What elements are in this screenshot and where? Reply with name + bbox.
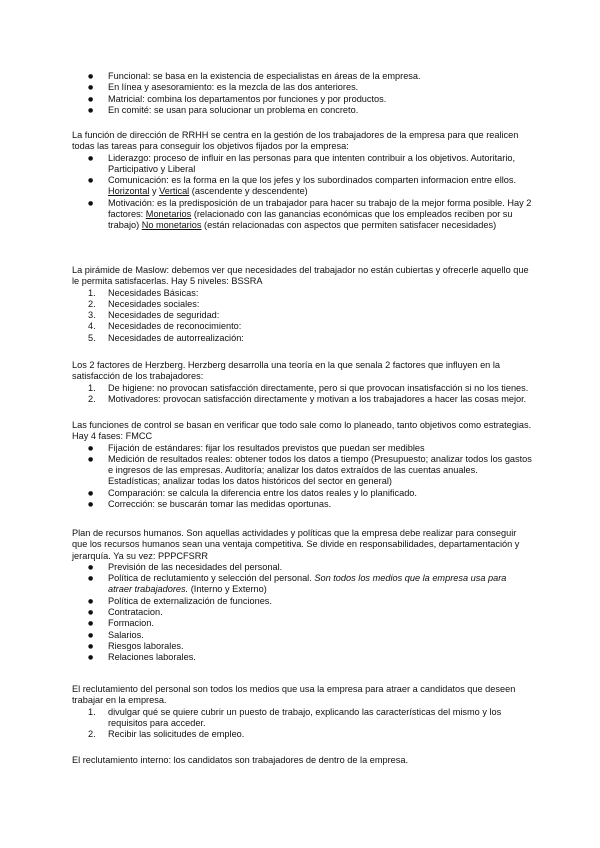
maslow-list [72, 288, 532, 344]
motivacion-text: Motivación: es la predisposición de un trabajador para hacer su trabajo de la mejor forma posible. Hay 2 factores: [108, 197, 532, 220]
list-item [72, 310, 532, 321]
paragraph: Plan de recursos humanos. Son aquellas actividades y políticas que la empresa debe realizar para conseguir que los recursos humanos sean una ventaja competitiva. Se divide en responsabilidades, departamentación y jerarquía. Ya su vez: PPPCFSRR [72, 528, 520, 561]
item-text: Necesidades de autorrealización: [108, 332, 244, 343]
list-item: ● Riesgos laborales. [72, 641, 532, 652]
maslow-section [72, 265, 532, 344]
no-monetarios-term: No monetarios [141, 220, 202, 231]
list-item: ● Matricial: combina los departamentos por funciones y por productos. [72, 94, 532, 105]
item-text: Necesidades Básicas: [108, 287, 199, 298]
direction-list [72, 153, 532, 232]
item-italic-text: Son todos los medios que la empresa usa para atraer trabajadores. [108, 573, 507, 595]
org-types-list [72, 71, 532, 116]
paragraph: Las funciones de control se basan en verificar que todo sale como lo planeado, tanto objetivos como estrategias. Hay 4 fases: FMCC [72, 420, 532, 442]
herzberg-list [72, 383, 532, 406]
list-item [72, 175, 532, 198]
list-item [72, 198, 532, 232]
item-text: (Interno y Externo) [190, 584, 267, 595]
paragraph: El reclutamiento del personal son todos los medios que usa la empresa para atraer a candidatos que deseen trabajar en la empresa. [72, 684, 516, 706]
item-number: 1. [88, 287, 96, 298]
control-section [72, 420, 532, 510]
list-item [72, 299, 532, 310]
list-item [72, 394, 532, 405]
vertical-term: Vertical [159, 186, 190, 197]
list-item [72, 383, 532, 394]
herzberg-section [72, 360, 532, 405]
comunicacion-text: Comunicación: es la forma en la que los jefes y los subordinados comparten informacion entre ellos. [108, 175, 517, 186]
list-item: ● En comité: se usan para solucionar un problema en concreto. [72, 105, 532, 116]
direction-section [72, 130, 532, 232]
internal-recruitment-section [72, 755, 532, 766]
item-number: 3. [88, 310, 96, 321]
paragraph: La función de dirección de RRHH se centra en la gestión de los trabajadores de la empresa para que realicen todas las tareas para conseguir los objetivos fijados por la empresa: [72, 130, 519, 152]
item-number: 2. [88, 393, 96, 404]
item-text: De higiene: no provocan satisfacción directamente, pero si que provocan insatisfacción si no los tienes. [108, 382, 529, 393]
list-item [72, 333, 532, 344]
paragraph: El reclutamiento interno: los candidatos son trabajadores de dentro de la empresa. [72, 755, 409, 765]
paragraph: La pirámide de Maslow: debemos ver que necesidades del trabajador no están cubiertas y ofrecerle aquello que le permita satisfacerlas. Hay 5 niveles: BSSRA [72, 265, 529, 287]
item-number: 2. [88, 729, 96, 740]
list-item: ● En línea y asesoramiento: es la mezcla de las dos anteriores. [72, 82, 532, 93]
recruitment-list [72, 707, 532, 741]
paragraph: Los 2 factores de Herzberg. Herzberg desarrolla una teoría en la que senala 2 factores que influyen en la satisfacción de los trabajadores: [72, 360, 500, 382]
comunicacion-detail: (ascendente y descendente) [191, 186, 308, 197]
list-item: ● Formacion. [72, 618, 532, 629]
item-number: 1. [88, 382, 96, 393]
list-item: ● Salarios. [72, 630, 532, 641]
item-number: 2. [88, 298, 96, 309]
monetarios-detail: (relacionado con las ganancias económicas que los empleados reciben por su trabajo) [108, 209, 513, 231]
list-item: ● Liderazgo: proceso de influir en las personas para que intenten contribuir a los objetivos. Autoritario, Participativo y Liberal [72, 153, 532, 176]
list-item [72, 288, 532, 299]
no-monetarios-detail: (están relacionadas con aspectos que permiten satisfacer necesidades) [204, 220, 497, 231]
hr-plan-list [72, 562, 532, 664]
item-text: Recibir las solicitudes de empleo. [108, 729, 245, 740]
horizontal-term: Horizontal [108, 186, 150, 197]
conjunction: y [151, 186, 157, 197]
list-item: ● Política de externalización de funciones. [72, 596, 532, 607]
item-text: divulgar qué se quiere cubrir un puesto de trabajo, explicando las características del mismo y los requisitos para acceder. [108, 706, 502, 728]
item-text: Necesidades de seguridad: [108, 310, 220, 321]
list-item: ● Relaciones laborales. [72, 652, 532, 663]
control-list [72, 443, 532, 511]
list-item [72, 321, 532, 332]
hr-plan-section [72, 528, 532, 664]
list-item [72, 729, 532, 740]
list-item: ● Fijación de estándares: fijar los resultados previstos que puedan ser medibles [72, 443, 532, 454]
item-number: 5. [88, 332, 96, 343]
list-item: ● Contratacion. [72, 607, 532, 618]
list-item: ● Corrección: se buscarán tomar las medidas oportunas. [72, 499, 532, 510]
item-text: Política de reclutamiento y selección del personal. [108, 573, 312, 584]
list-item: ● Comparación: se calcula la diferencia entre los datos reales y lo planificado. [72, 488, 532, 499]
item-text: Motivadores: provocan satisfacción directamente y motivan a los trabajadores a hacer las cosas mejor. [108, 393, 527, 404]
list-item: ● Funcional: se basa en la existencia de especialistas en áreas de la empresa. [72, 71, 532, 82]
recruitment-section [72, 684, 532, 740]
org-types-section [72, 71, 532, 116]
list-item [72, 573, 532, 596]
item-text: Necesidades de reconocimiento: [108, 321, 242, 332]
list-item: ● Previsión de las necesidades del personal. [72, 562, 532, 573]
monetarios-term: Monetarios [145, 209, 192, 220]
item-text: Necesidades sociales: [108, 298, 200, 309]
list-item: ● Medición de resultados reales: obtener todos los datos a tiempo (Presupuesto; analizar todos los gastos e ingresos de las empresas. Auditoría; analizar los datos extraídos de las cuentas anuales. Estadísticas; analizar todas los datos históricos del sector en general) [72, 454, 532, 488]
list-item [72, 707, 532, 730]
item-number: 4. [88, 321, 96, 332]
item-number: 1. [88, 706, 96, 717]
